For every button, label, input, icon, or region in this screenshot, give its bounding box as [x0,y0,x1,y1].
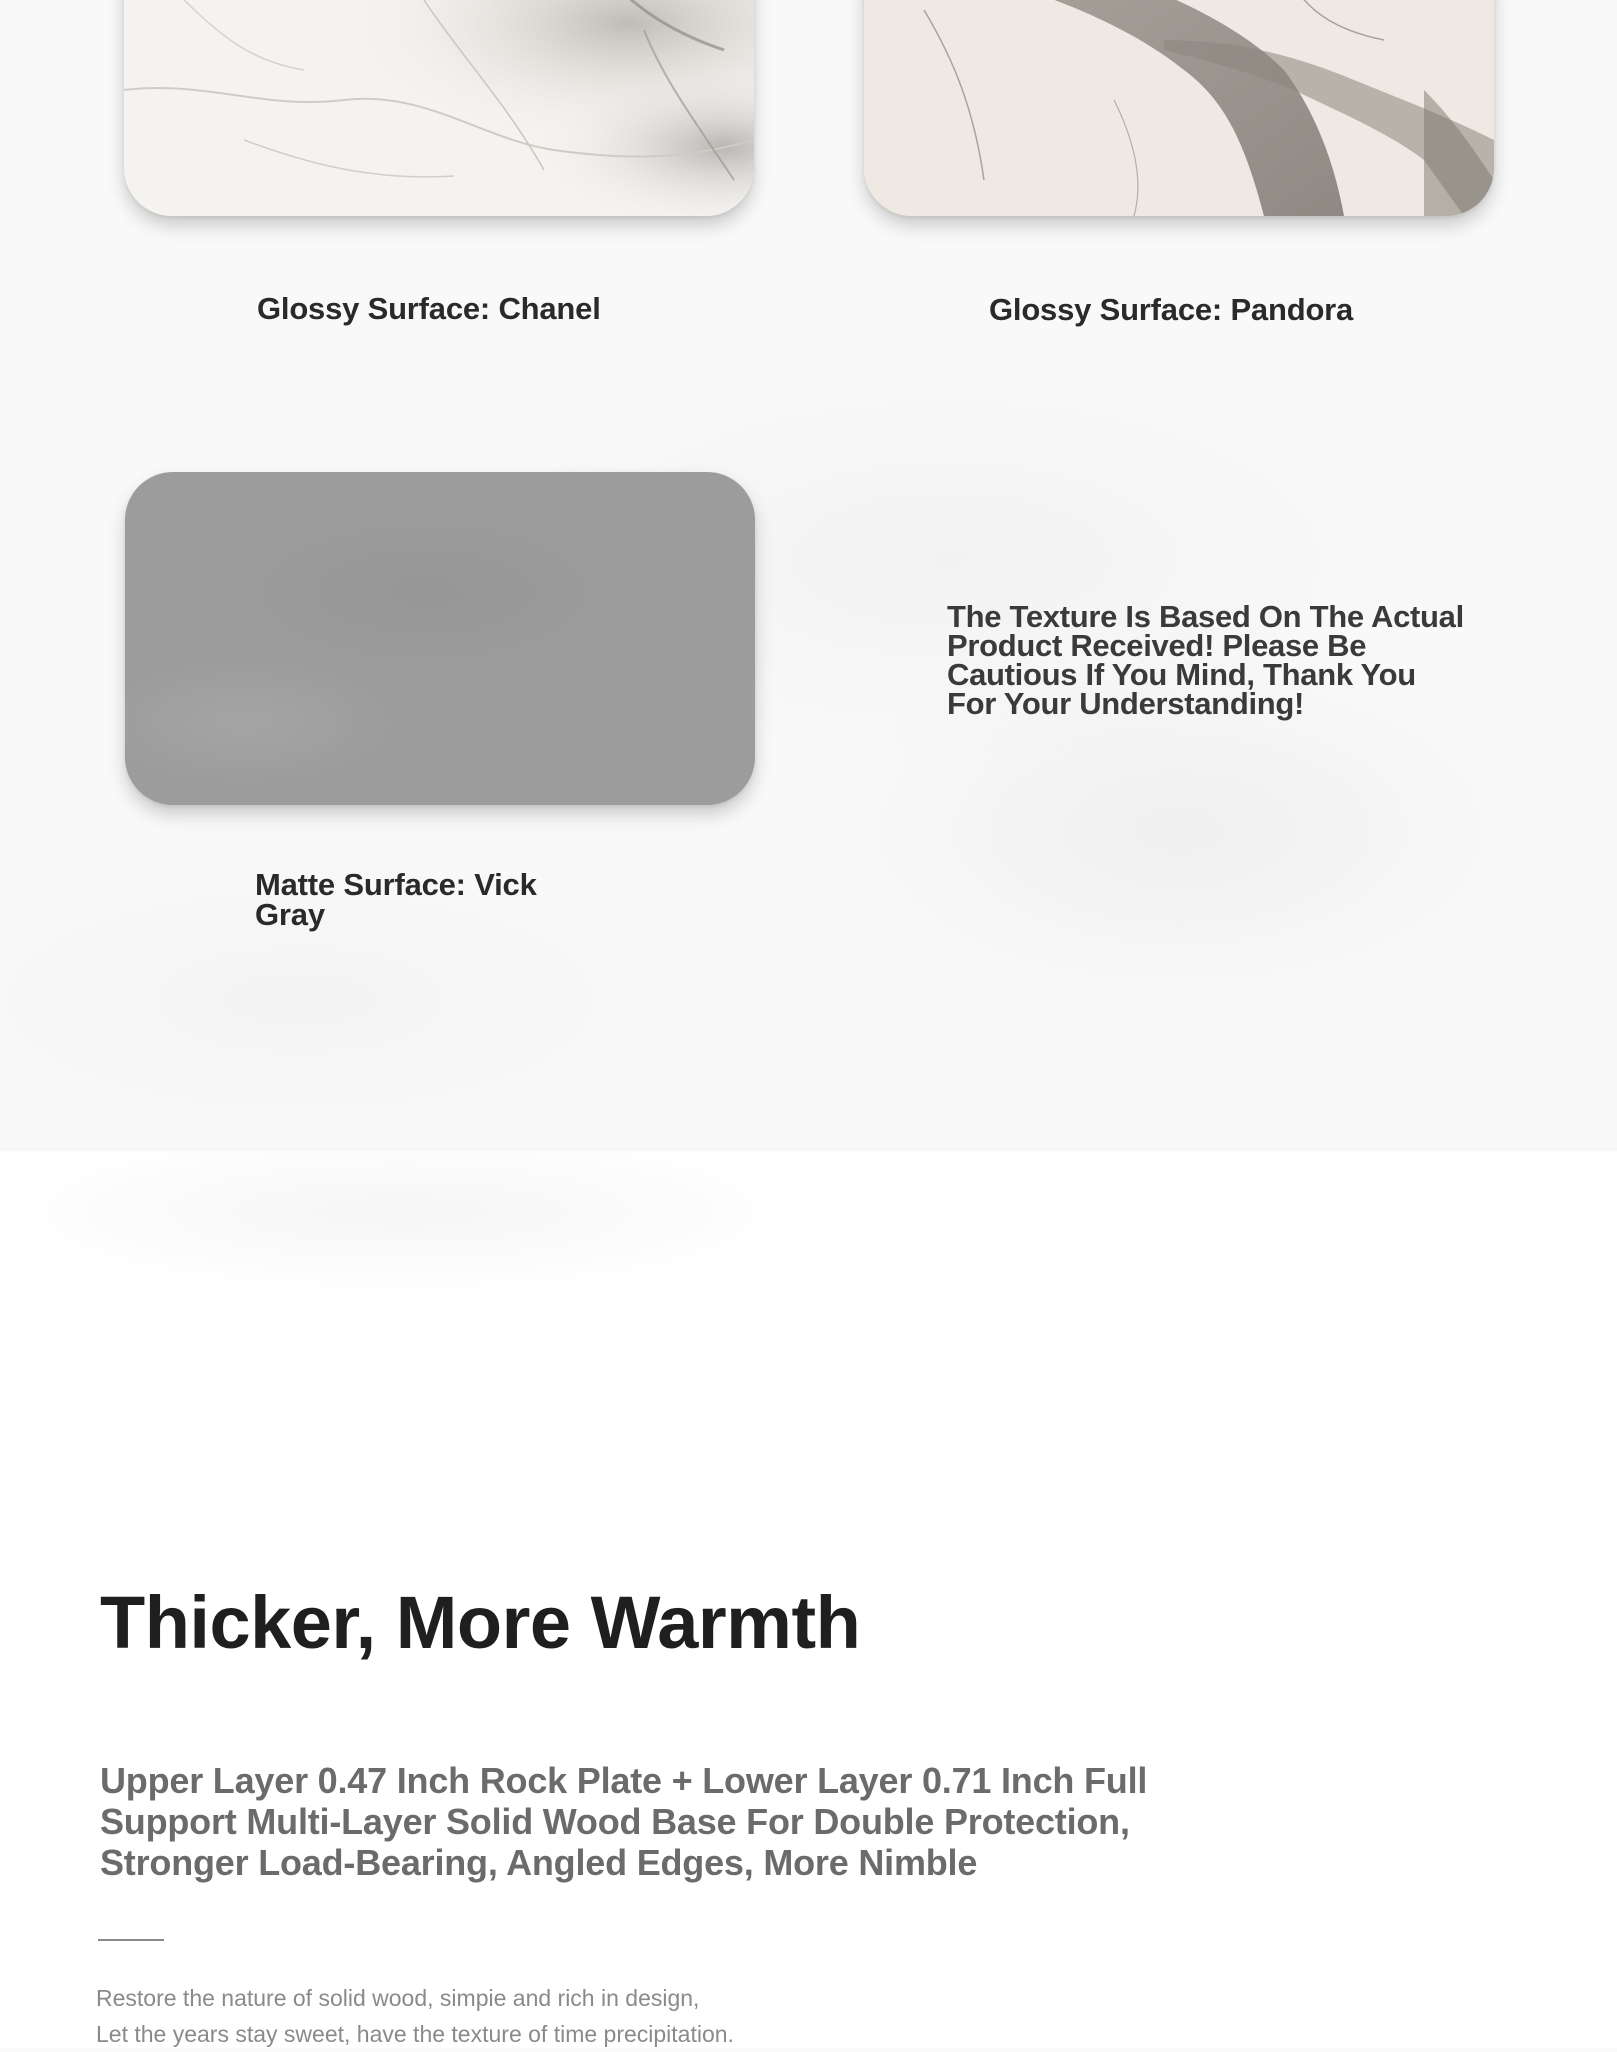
caption-chanel: Glossy Surface: Chanel [257,291,601,326]
caption-vick-gray: Matte Surface: Vick Gray [255,867,537,932]
prose-line: Let the years stay sweet, have the texture of time precipitation. [96,2021,734,2047]
swatch-vick-gray-image [125,472,755,805]
pandora-marble-texture [864,0,1494,216]
feature-headline: Thicker, More Warmth [100,1581,861,1664]
swatch-pandora-image [864,0,1494,216]
prose-line: Restore the nature of solid wood, simpie and rich in design, [96,1985,700,2011]
swatch-chanel-image [124,0,754,216]
feature-prose [96,1980,996,2052]
caption-pandora: Glossy Surface: Pandora [989,292,1354,327]
short-rule [98,1939,164,1941]
chanel-marble-texture [124,0,754,216]
feature-subheadline: Upper Layer 0.47 Inch Rock Plate + Lower Layer 0.71 Inch Full Support Multi-Layer Solid Wood Base For Double Protection, Stronger Load-Bearing, Angled Edges, More Nimble [100,1760,1148,1883]
texture-notice: The Texture Is Based On The Actual Product Received! Please Be Cautious If You Mind, Thank You For Your Understanding! [947,599,1464,721]
